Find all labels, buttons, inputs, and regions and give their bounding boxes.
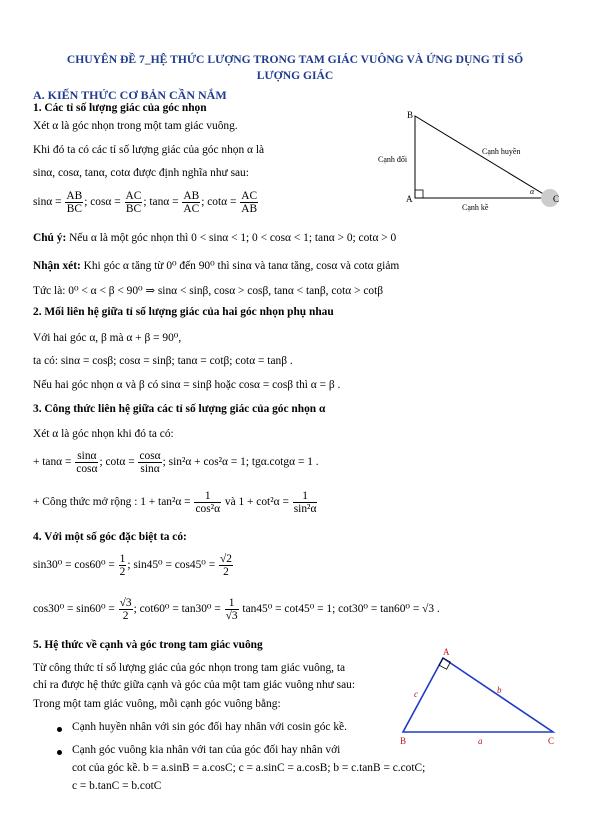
hypotenuse-label: Cạnh huyền [482, 147, 521, 156]
s4-f1-num-2: √2 [220, 553, 232, 565]
s1-paragraph-3: sinα, cosα, tanα, cotα được định nghĩa như sau: [33, 167, 249, 179]
note-text: Nếu α là một góc nhọn thì 0 < sinα < 1; 0 < cosα < 1; tanα > 0; cotα > 0 [66, 232, 397, 244]
sin-lhs: sinα = [33, 196, 62, 209]
s3-f1-den-2: sinα [140, 463, 160, 475]
s4-f1-den-1: 2 [119, 566, 126, 578]
s3-f2-fraction-2 [293, 490, 318, 515]
adjacent-side-label: Cạnh kề [462, 203, 489, 212]
vertex-c-label-2: C [548, 736, 555, 745]
vertex-b-label: B [407, 110, 414, 120]
side-c-label: c [414, 689, 418, 699]
s3-f2-num-1: 1 [194, 490, 221, 503]
sin-denominator: BC [66, 203, 82, 215]
section-1-heading: 1. Các tỉ số lượng giác của góc nhọn [33, 102, 207, 114]
side-a-label: a [478, 736, 483, 745]
tan-denominator: AC [183, 203, 200, 215]
s1-paragraph-2: Khi đó ta có các tỉ số lượng giác của góc nhọn α là [33, 144, 265, 156]
s3-f2-fraction-1 [194, 490, 221, 515]
s4-f2-den-2: √3 [225, 610, 238, 622]
s3-paragraph-1: Xét α là góc nhọn khi đó ta có: [33, 428, 174, 440]
s3-f1-post: ; sin²α + cos²α = 1; tgα.cotgα = 1 . [162, 456, 319, 469]
triangle-abc-2 [403, 658, 553, 732]
s4-f2-fraction-1 [119, 597, 133, 622]
sin-fraction [65, 190, 83, 215]
s3-f2-den-2: sin²α [293, 503, 317, 515]
vertex-c-label: C [553, 194, 560, 204]
s4-f2-num-1: √3 [119, 597, 132, 609]
s4-f1-num-1: 1 [119, 553, 126, 565]
sin-numerator: AB [66, 190, 83, 202]
cot-fraction [240, 190, 258, 215]
s1-observation [33, 258, 399, 272]
s2-paragraph-2: ta có: sinα = cosβ; cosα = sinβ; tanα = cotβ; cotα = tanβ . [33, 355, 293, 367]
cot-numerator: AC [241, 190, 258, 202]
s5-bullet-1: Cạnh huyền nhân với sin góc đối hay nhân với cosin góc kề. [72, 721, 347, 733]
section-2-heading: 2. Mối liên hệ giữa tỉ số lượng giác của hai góc nhọn phụ nhau [33, 306, 334, 318]
s1-note [33, 232, 396, 244]
s3-f1-mid: ; cotα = [99, 456, 135, 469]
s5-bullet-2-line-2: cot của góc kề. b = a.sinB = a.cosC; c = a.sinC = a.cosB; b = c.tanB = c.cotC; [72, 762, 426, 774]
right-triangle-figure-1 [370, 106, 570, 218]
s3-f2-mid: và 1 + cot²α = [222, 496, 289, 509]
s4-f1-fraction-2 [219, 553, 233, 578]
observation-label: Nhận xét: [33, 260, 81, 272]
section-4-heading: 4. Với một số góc đặc biệt ta có: [33, 531, 187, 543]
s3-formula-2 [33, 490, 318, 515]
s5-paragraph-2: chỉ ra được hệ thức giữa cạnh và góc của một tam giác vuông như sau: [33, 679, 356, 691]
page-title [15, 52, 575, 84]
s3-f1-fraction-2 [138, 450, 161, 475]
s3-f1-fraction-1 [75, 450, 98, 475]
s4-f1-fraction-1 [119, 553, 127, 578]
s3-f2-den-1: cos²α [195, 503, 221, 515]
s4-f1-den-2: 2 [223, 566, 229, 578]
s3-f1-den-1: cosα [76, 463, 98, 475]
opposite-side-label: Cạnh đối [378, 155, 408, 164]
s5-bullet-2-line-1: Cạnh góc vuông kia nhân với tan của góc đối hay nhân với [72, 744, 341, 756]
angle-alpha-label: α [530, 187, 535, 196]
s1-ratio-formula [33, 190, 259, 215]
s4-formula-1 [33, 553, 234, 578]
triangle-abc [415, 116, 550, 198]
s4-f2-den-1: 2 [122, 610, 129, 622]
s3-formula-1 [33, 450, 319, 475]
cos-numerator: AC [125, 190, 142, 202]
bullet-dot-2 [57, 750, 62, 755]
tan-lhs: ; tanα = [143, 196, 179, 209]
right-triangle-figure-2 [395, 645, 565, 745]
s5-paragraph-3: Trong một tam giác vuông, mỗi cạnh góc vuông bằng: [33, 698, 281, 710]
s1-observation-2: Tức là: 0⁰ < α < β < 90⁰ ⇒ sinα < sinβ, cosα > cosβ, tanα < tanβ, cotα > cotβ [33, 285, 384, 297]
s3-f1-num-1: sinα [77, 450, 97, 462]
bullet-dot-1 [57, 727, 62, 732]
cos-fraction [125, 190, 143, 215]
cos-lhs: ; cosα = [84, 196, 121, 209]
note-label: Chú ý: [33, 232, 67, 244]
s1-paragraph-1: Xét α là góc nhọn trong một tam giác vuông. [33, 120, 238, 132]
vertex-b-label-2: B [400, 736, 407, 745]
cos-denominator: BC [125, 203, 142, 215]
observation-text: Khi góc α tăng từ 0⁰ đến 90⁰ thì sinα và tanα tăng, cosα và cotα giảm [80, 260, 400, 272]
vertex-a-label-2: A [443, 647, 450, 657]
s4-f2-mid: ; cot60⁰ = tan30⁰ = [133, 603, 221, 616]
s4-f2-num-2: 1 [225, 597, 239, 610]
s2-paragraph-1: Với hai góc α, β mà α + β = 90⁰, [33, 332, 182, 344]
s4-f2-post: tan45⁰ = cot45⁰ = 1; cot30⁰ = tan60⁰ = √3 . [239, 603, 440, 616]
tan-fraction [182, 190, 200, 215]
s4-f2-fraction-2 [225, 597, 239, 622]
cot-lhs: ; cotα = [201, 196, 237, 209]
section-a-heading: A. KIẾN THỨC CƠ BẢN CẦN NẮM [33, 88, 227, 102]
s3-f1-num-2: cosα [139, 450, 161, 462]
s4-f1-mid: ; sin45⁰ = cos45⁰ = [127, 559, 216, 572]
s5-paragraph-1: Từ công thức tỉ số lượng giác của góc nhọn trong tam giác vuông, ta [33, 662, 346, 674]
title-line-2: LƯỢNG GIÁC [256, 69, 334, 82]
s2-paragraph-3: Nếu hai góc nhọn α và β có sinα = sinβ hoặc cosα = cosβ thì α = β . [33, 379, 341, 391]
vertex-a-label: A [406, 194, 413, 204]
s4-f1-pre: sin30⁰ = cos60⁰ = [33, 559, 115, 572]
s3-f1-pre: + tanα = [33, 456, 72, 469]
s4-f2-pre: cos30⁰ = sin60⁰ = [33, 603, 115, 616]
right-angle-mark [415, 190, 423, 198]
tan-numerator: AB [183, 190, 200, 202]
title-line-1: CHUYÊN ĐỀ 7_HỆ THỨC LƯỢNG TRONG TAM GIÁC VUÔNG VÀ ỨNG DỤNG TỈ SỐ [66, 53, 524, 66]
s4-formula-2 [33, 597, 440, 622]
s3-f2-num-2: 1 [293, 490, 318, 503]
side-b-label: b [497, 685, 502, 695]
section-3-heading: 3. Công thức liên hệ giữa các tỉ số lượng giác của góc nhọn α [33, 403, 326, 415]
section-5-heading: 5. Hệ thức về cạnh và góc trong tam giác vuông [33, 639, 263, 651]
s3-f2-pre: + Công thức mở rộng : 1 + tan²α = [33, 496, 191, 509]
cot-denominator: AB [241, 203, 258, 215]
s5-bullet-2-line-3: c = b.tanC = b.cotC [72, 780, 162, 792]
